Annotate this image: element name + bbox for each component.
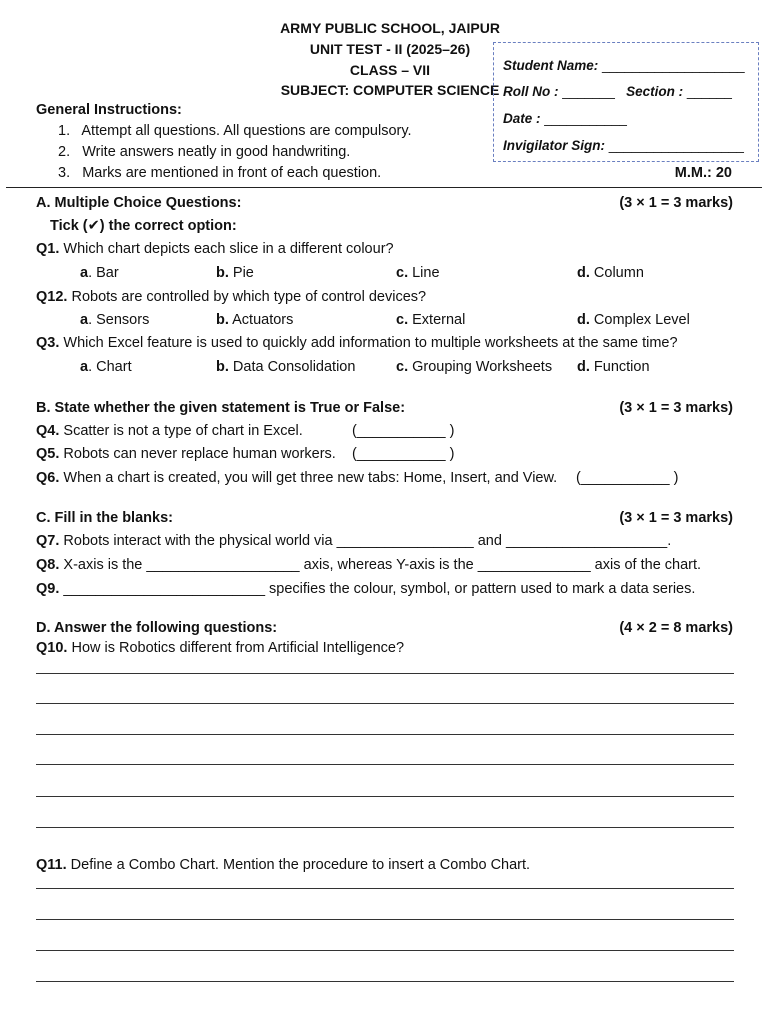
answer-line[interactable] [36,919,734,920]
option-text: Data Consolidation [228,359,356,375]
answer-line[interactable] [36,981,734,982]
school-name: ARMY PUBLIC SCHOOL, JAIPUR [280,20,500,36]
question-q6 [36,470,557,486]
student-name-blank: ___________________ [602,58,745,73]
question-number: Q10. [36,640,68,656]
instruction-number: 2. [58,144,71,160]
instruction-number: 3. [58,165,71,181]
question-text: Which Excel feature is used to quickly add information to multiple worksheets at the same time? [59,335,678,351]
section-c-marks: (3 × 1 = 3 marks) [619,510,733,526]
question-number: Q12. [36,289,68,305]
date-blank: ___________ [544,111,627,126]
option-letter: c. [396,265,409,281]
question-text: Which chart depicts each slice in a different colour? [59,241,394,257]
answer-line[interactable] [36,796,734,797]
question-q3 [36,335,678,351]
instruction-text: Attempt all questions. All questions are compulsory. [81,123,412,139]
question-number: Q4. [36,423,60,439]
option-b[interactable] [216,359,355,375]
question-q9[interactable] [36,581,695,597]
instructions-title: General Instructions: [36,102,182,118]
roll-section-field[interactable] [503,84,732,99]
answer-blank[interactable]: (___________ ) [352,446,455,462]
invigilator-blank: __________________ [608,138,744,153]
option-a[interactable] [80,265,119,281]
option-letter: a [80,359,89,375]
option-text: External [408,312,466,328]
option-text: Function [589,359,650,375]
answer-line[interactable] [36,764,734,765]
answer-line[interactable] [36,703,734,704]
invigilator-field[interactable] [503,138,744,153]
question-q12 [36,289,426,305]
section-d-marks: (4 × 2 = 8 marks) [619,620,733,636]
header-divider [6,187,762,188]
instruction-item [58,165,381,181]
instruction-text: Write answers neatly in good handwriting. [82,144,351,160]
option-letter: b. [216,265,229,281]
question-number: Q1. [36,241,60,257]
question-number: Q3. [36,335,60,351]
question-text: When a chart is created, you will get three new tabs: Home, Insert, and View. [59,470,558,486]
question-text: Robots are controlled by which type of control devices? [67,289,427,305]
option-letter: a [80,265,89,281]
section-a-title: A. Multiple Choice Questions: [36,195,242,211]
option-text: Pie [228,265,254,281]
option-d[interactable] [577,265,644,281]
instruction-item [58,144,350,160]
instruction-text: Marks are mentioned in front of each question. [82,165,382,181]
section-blank: ______ [686,84,732,99]
max-marks: M.M.: 20 [674,165,732,181]
question-q5 [36,446,336,462]
option-text: . Chart [88,359,132,375]
section-a-subtitle: Tick (✔) the correct option: [50,218,237,234]
section-d-title: D. Answer the following questions: [36,620,278,636]
option-text: . Sensors [88,312,150,328]
option-c[interactable] [396,265,440,281]
section-label: Section : [626,84,684,99]
option-d[interactable] [577,359,650,375]
question-q8[interactable] [36,557,701,573]
answer-line[interactable] [36,673,734,674]
answer-line[interactable] [36,950,734,951]
option-letter: d. [577,312,590,328]
question-number: Q5. [36,446,60,462]
question-text: Define a Combo Chart. Mention the procedure to insert a Combo Chart. [66,857,531,873]
option-text: Actuators [228,312,294,328]
question-q7[interactable] [36,533,671,549]
student-name-field[interactable] [503,58,745,73]
roll-blank: _______ [562,84,615,99]
instruction-item [58,123,412,139]
question-text: How is Robotics different from Artificial Intelligence? [67,640,405,656]
option-a[interactable] [80,312,149,328]
option-text: Column [589,265,644,281]
question-text: Robots can never replace human workers. [59,446,336,462]
student-name-label: Student Name: [503,58,599,73]
question-number: Q6. [36,470,60,486]
question-number: Q8. [36,557,60,573]
option-text: . Bar [88,265,119,281]
option-c[interactable] [396,359,552,375]
question-q11 [36,857,530,873]
option-b[interactable] [216,265,254,281]
option-c[interactable] [396,312,465,328]
option-b[interactable] [216,312,293,328]
option-letter: d. [577,359,590,375]
section-c-title: C. Fill in the blanks: [36,510,173,526]
class-label: CLASS – VII [349,62,431,78]
option-a[interactable] [80,359,132,375]
answer-line[interactable] [36,827,734,828]
option-letter: c. [396,312,409,328]
section-b-title: B. State whether the given statement is True or False: [36,400,406,416]
option-text: Line [408,265,440,281]
question-number: Q7. [36,533,60,549]
invigilator-label: Invigilator Sign: [503,138,606,153]
instruction-number: 1. [58,123,71,139]
question-q10 [36,640,404,656]
option-text: Complex Level [589,312,690,328]
answer-blank[interactable]: (___________ ) [576,470,679,486]
question-q4 [36,423,303,439]
question-text: Robots interact with the physical world via _________________ and ____________________. [59,533,672,549]
roll-label: Roll No : [503,84,559,99]
option-letter: b. [216,312,229,328]
section-b-marks: (3 × 1 = 3 marks) [619,400,733,416]
question-number: Q9. [36,581,60,597]
section-a-marks: (3 × 1 = 3 marks) [619,195,733,211]
answer-blank[interactable]: (___________ ) [352,423,455,439]
question-text: Scatter is not a type of chart in Excel. [59,423,303,439]
option-letter: c. [396,359,409,375]
student-info-box [493,42,759,162]
option-letter: b. [216,359,229,375]
answer-line[interactable] [36,888,734,889]
option-text: Grouping Worksheets [408,359,553,375]
answer-line[interactable] [36,734,734,735]
option-letter: d. [577,265,590,281]
date-label: Date : [503,111,541,126]
test-title: UNIT TEST - II (2025–26) [309,41,471,57]
question-q1 [36,241,394,257]
date-field[interactable] [503,111,627,126]
option-d[interactable] [577,312,690,328]
question-number: Q11. [36,857,67,873]
question-text: X-axis is the ___________________ axis, whereas Y-axis is the ______________ axis of the chart. [59,557,702,573]
option-letter: a [80,312,89,328]
subject-label: SUBJECT: COMPUTER SCIENCE [280,82,500,98]
question-text: _________________________ specifies the colour, symbol, or pattern used to mark a data series. [59,581,696,597]
